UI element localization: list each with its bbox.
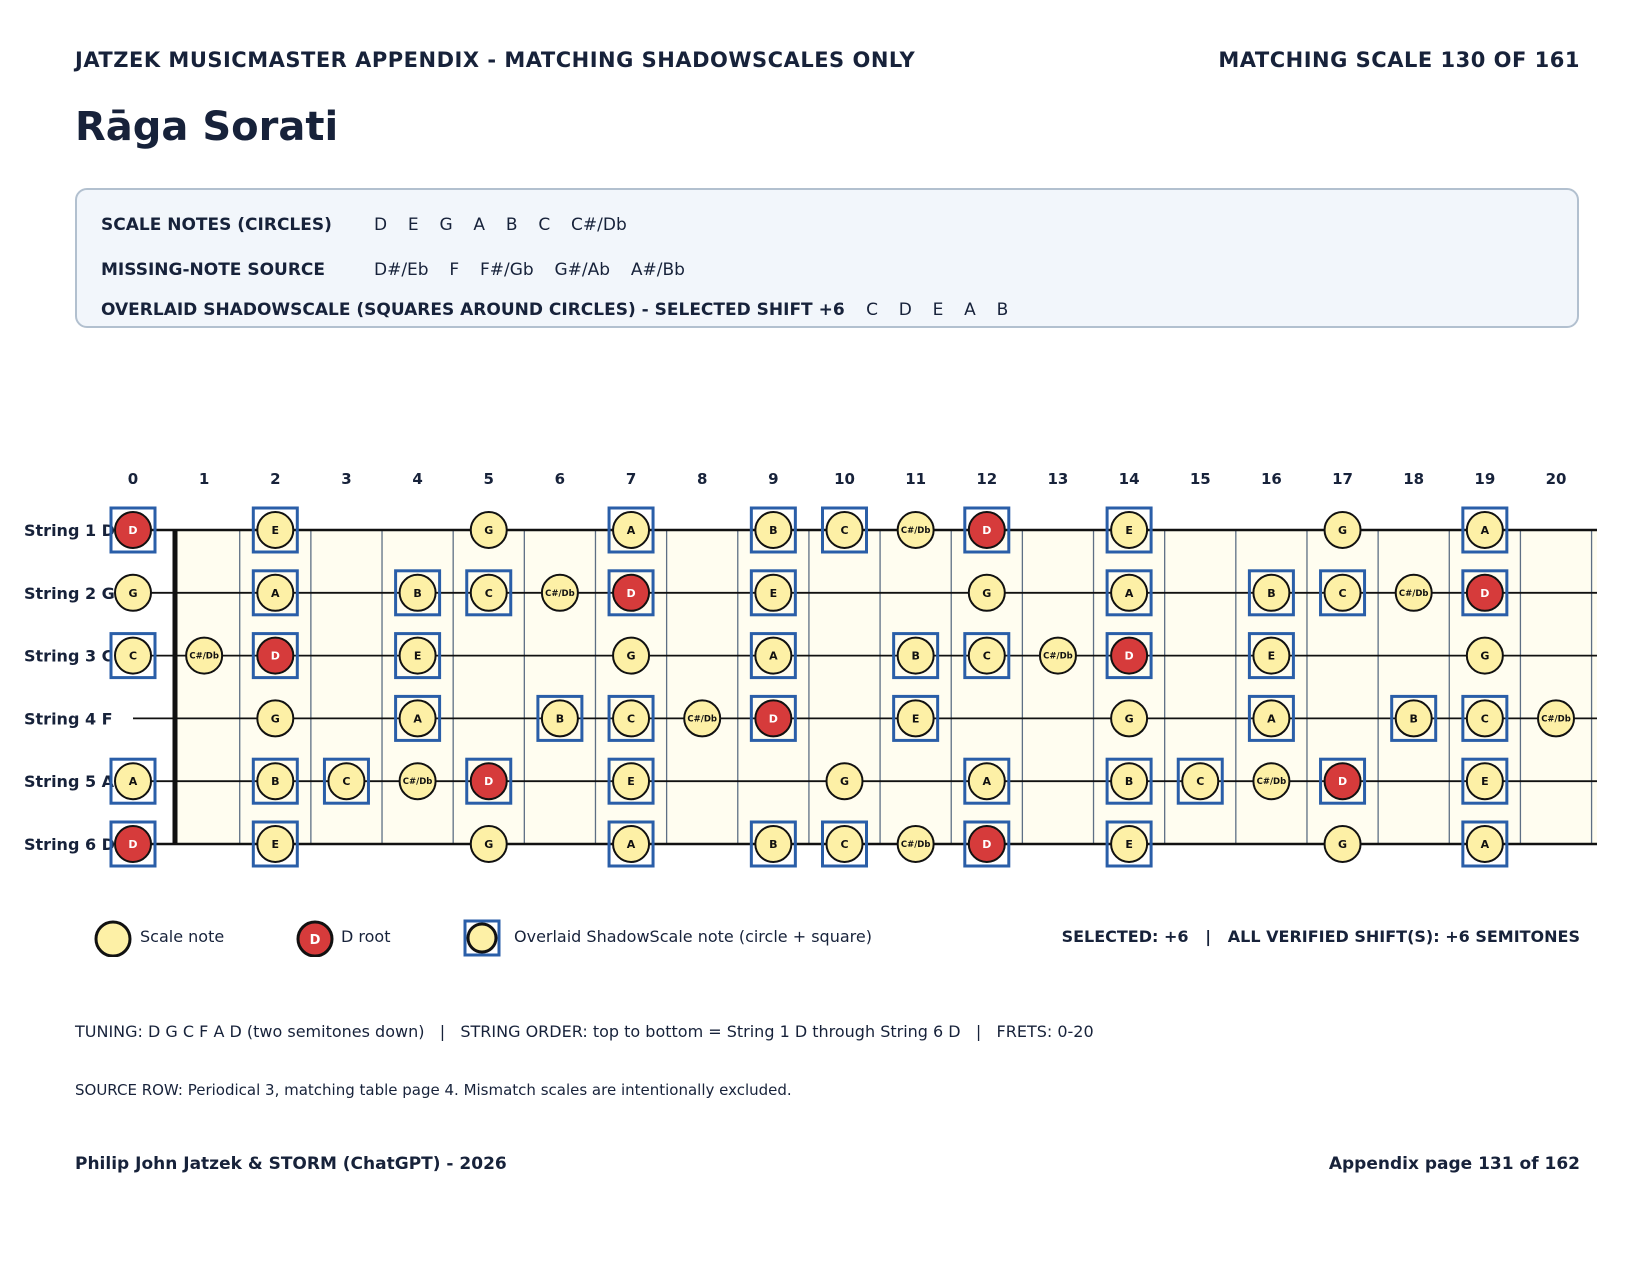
note-label: D <box>128 838 138 851</box>
fret-note <box>827 763 863 799</box>
note-label: E <box>911 712 920 726</box>
fret-note <box>898 512 934 548</box>
fret-number: 1 <box>198 470 210 488</box>
note-label: C#/Db <box>189 651 219 662</box>
note-label: C <box>982 649 991 663</box>
fret-note <box>1467 638 1503 674</box>
note-label: A <box>271 586 280 600</box>
note-label: C <box>342 775 351 789</box>
fret-number: 19 <box>1474 470 1496 488</box>
note-label: D <box>484 775 494 789</box>
note-label: G <box>982 586 992 600</box>
note-label: C <box>1480 712 1489 726</box>
note-label: A <box>1124 586 1134 600</box>
scale-counter: MATCHING SCALE 130 OF 161 <box>1218 48 1580 72</box>
note-label: C <box>128 649 138 663</box>
appendix-title: JATZEK MUSICMASTER APPENDIX - MATCHING SHADOWSCALES ONLY <box>75 48 916 72</box>
note-label: A <box>626 524 636 537</box>
note-label: G <box>270 712 280 726</box>
fret-note <box>1040 638 1076 674</box>
note-label: G <box>1338 838 1348 851</box>
scale-title: Rāga Sorati <box>75 104 339 150</box>
fret-number: 20 <box>1545 470 1567 488</box>
fret-note <box>115 575 151 611</box>
note-label: A <box>982 775 992 789</box>
fret-number: 12 <box>976 470 998 488</box>
note-label: G <box>626 649 636 663</box>
note-label: C <box>840 524 849 537</box>
page-number: Appendix page 131 of 162 <box>1328 1154 1580 1174</box>
note-label: B <box>413 586 422 600</box>
note-label: D <box>626 586 636 600</box>
fret-number: 14 <box>1118 470 1140 488</box>
note-label: C <box>484 586 493 600</box>
overlay-notes-value: C D E A B <box>866 300 1009 320</box>
note-label: E <box>271 838 280 851</box>
note-label: G <box>1480 649 1490 663</box>
note-label: C#/Db <box>1541 714 1571 725</box>
legend-root-icon <box>294 917 340 957</box>
note-label: G <box>484 524 494 537</box>
note-label: B <box>1267 586 1276 600</box>
note-label: C#/Db <box>900 526 931 536</box>
string-label: String 6 D <box>24 835 115 854</box>
fret-note <box>684 700 720 736</box>
fret-note <box>1253 763 1289 799</box>
fret-note <box>111 822 155 866</box>
note-label: C <box>1338 586 1347 600</box>
string-label: String 5 A <box>24 772 115 792</box>
fret-number: 9 <box>768 470 779 488</box>
fret-note <box>111 508 155 552</box>
overlay-label: OVERLAID SHADOWSCALE (SQUARES AROUND CIRCLES) - SELECTED SHIFT +6 <box>101 300 845 320</box>
note-label: E <box>769 586 778 600</box>
legend-root-label: D root <box>341 927 391 946</box>
source-row-info: SOURCE ROW: Periodical 3, matching table page 4. Mismatch scales are intentionally excluded. <box>75 1081 792 1099</box>
note-label: E <box>271 524 280 537</box>
scale-notes-value: D E G A B C C#/Db <box>374 215 627 235</box>
fret-note <box>613 638 649 674</box>
note-label: E <box>1481 775 1489 789</box>
fret-note <box>471 826 507 862</box>
note-label: B <box>271 775 280 789</box>
legend-overlay-label: Overlaid ShadowScale note (circle + square) <box>514 927 872 946</box>
fret-number: 13 <box>1047 470 1069 488</box>
note-label: B <box>769 838 778 851</box>
note-label: B <box>769 524 778 537</box>
note-label: A <box>626 838 636 851</box>
note-label: B <box>1124 775 1134 789</box>
fret-note <box>186 638 222 674</box>
fret-number: 16 <box>1260 470 1282 488</box>
note-label: G <box>1338 524 1348 537</box>
string-label: String 2 G <box>24 583 115 603</box>
fret-note <box>1538 700 1574 736</box>
fret-number: 7 <box>625 470 637 488</box>
fret-number: 11 <box>905 470 927 488</box>
note-label: D <box>270 649 280 663</box>
note-label: G <box>1124 712 1134 726</box>
note-label: C#/Db <box>1398 588 1429 599</box>
note-label: D <box>1480 586 1490 600</box>
fret-note <box>542 575 578 611</box>
note-label: A <box>1267 712 1276 726</box>
note-label: E <box>1125 838 1133 851</box>
fret-note <box>898 826 934 862</box>
fretboard-surface <box>175 530 1597 844</box>
note-label: C#/Db <box>900 840 931 850</box>
fret-note <box>1325 826 1361 862</box>
note-label: G <box>484 838 494 851</box>
note-label: D <box>1124 649 1134 663</box>
fret-note <box>111 759 155 803</box>
scale-notes-label: SCALE NOTES (CIRCLES) <box>101 215 332 235</box>
fret-note <box>111 634 155 678</box>
tuning-info: TUNING: D G C F A D (two semitones down) | STRING ORDER: top to bottom = String 1 D through String 6 D | FRETS: 0-20 <box>75 1022 1094 1041</box>
note-label: C <box>840 838 849 851</box>
fret-number: 5 <box>483 470 494 488</box>
fret-number: 10 <box>834 470 855 488</box>
note-label: C#/Db <box>402 777 433 788</box>
fret-number: 4 <box>412 470 423 488</box>
note-label: G <box>839 775 850 789</box>
fret-note <box>471 512 507 548</box>
missing-notes-value: D#/Eb F F#/Gb G#/Ab A#/Bb <box>374 260 685 280</box>
note-label: C#/Db <box>545 588 575 599</box>
note-label: A <box>413 712 422 726</box>
fret-number: 0 <box>127 470 139 488</box>
note-label: E <box>1267 649 1276 663</box>
legend-scale-note-label: Scale note <box>140 927 225 946</box>
note-label: D <box>982 524 992 537</box>
note-label: C#/Db <box>1043 651 1073 662</box>
shift-summary: SELECTED: +6 | ALL VERIFIED SHIFT(S): +6 SEMITONES <box>1061 927 1580 946</box>
note-label: B <box>1409 712 1418 726</box>
note-label: E <box>413 649 422 663</box>
note-label: C#/Db <box>687 714 718 725</box>
note-label: D <box>982 838 992 851</box>
fret-number: 8 <box>696 470 708 488</box>
note-label: E <box>1125 524 1133 537</box>
fret-note <box>1325 512 1361 548</box>
note-label: C <box>627 712 636 726</box>
fret-note <box>969 575 1005 611</box>
note-label: D <box>128 524 138 537</box>
fret-number: 3 <box>341 470 352 488</box>
note-label: E <box>627 775 635 789</box>
fret-note <box>257 700 293 736</box>
string-label: String 3 C <box>24 646 114 666</box>
fret-number: 2 <box>270 470 281 488</box>
note-label: C#/Db <box>1256 777 1287 788</box>
fret-note <box>400 763 436 799</box>
fret-number: 6 <box>554 470 566 488</box>
fret-number: 18 <box>1403 470 1425 488</box>
fret-number: 17 <box>1332 470 1353 488</box>
fret-note <box>1396 575 1432 611</box>
fret-note <box>1111 700 1147 736</box>
string-label: String 4 F <box>24 709 113 729</box>
fret-number: 15 <box>1189 470 1211 488</box>
note-label: D <box>768 712 778 726</box>
note-label: A <box>769 649 778 663</box>
legend-overlay-icon <box>460 917 506 957</box>
legend-root-symbol: D <box>309 933 321 948</box>
note-label: A <box>1480 838 1490 851</box>
legend-scale-note-icon <box>90 917 136 957</box>
note-label: C <box>1196 775 1205 789</box>
note-label: B <box>555 712 565 726</box>
note-label: A <box>128 775 138 789</box>
note-label: B <box>911 649 920 663</box>
note-label: A <box>1480 524 1490 537</box>
note-label: D <box>1337 775 1348 789</box>
string-label: String 1 D <box>24 521 115 540</box>
note-label: G <box>128 586 138 600</box>
missing-notes-label: MISSING-NOTE SOURCE <box>101 260 326 280</box>
credit-line: Philip John Jatzek & STORM (ChatGPT) - 2026 <box>75 1154 507 1174</box>
